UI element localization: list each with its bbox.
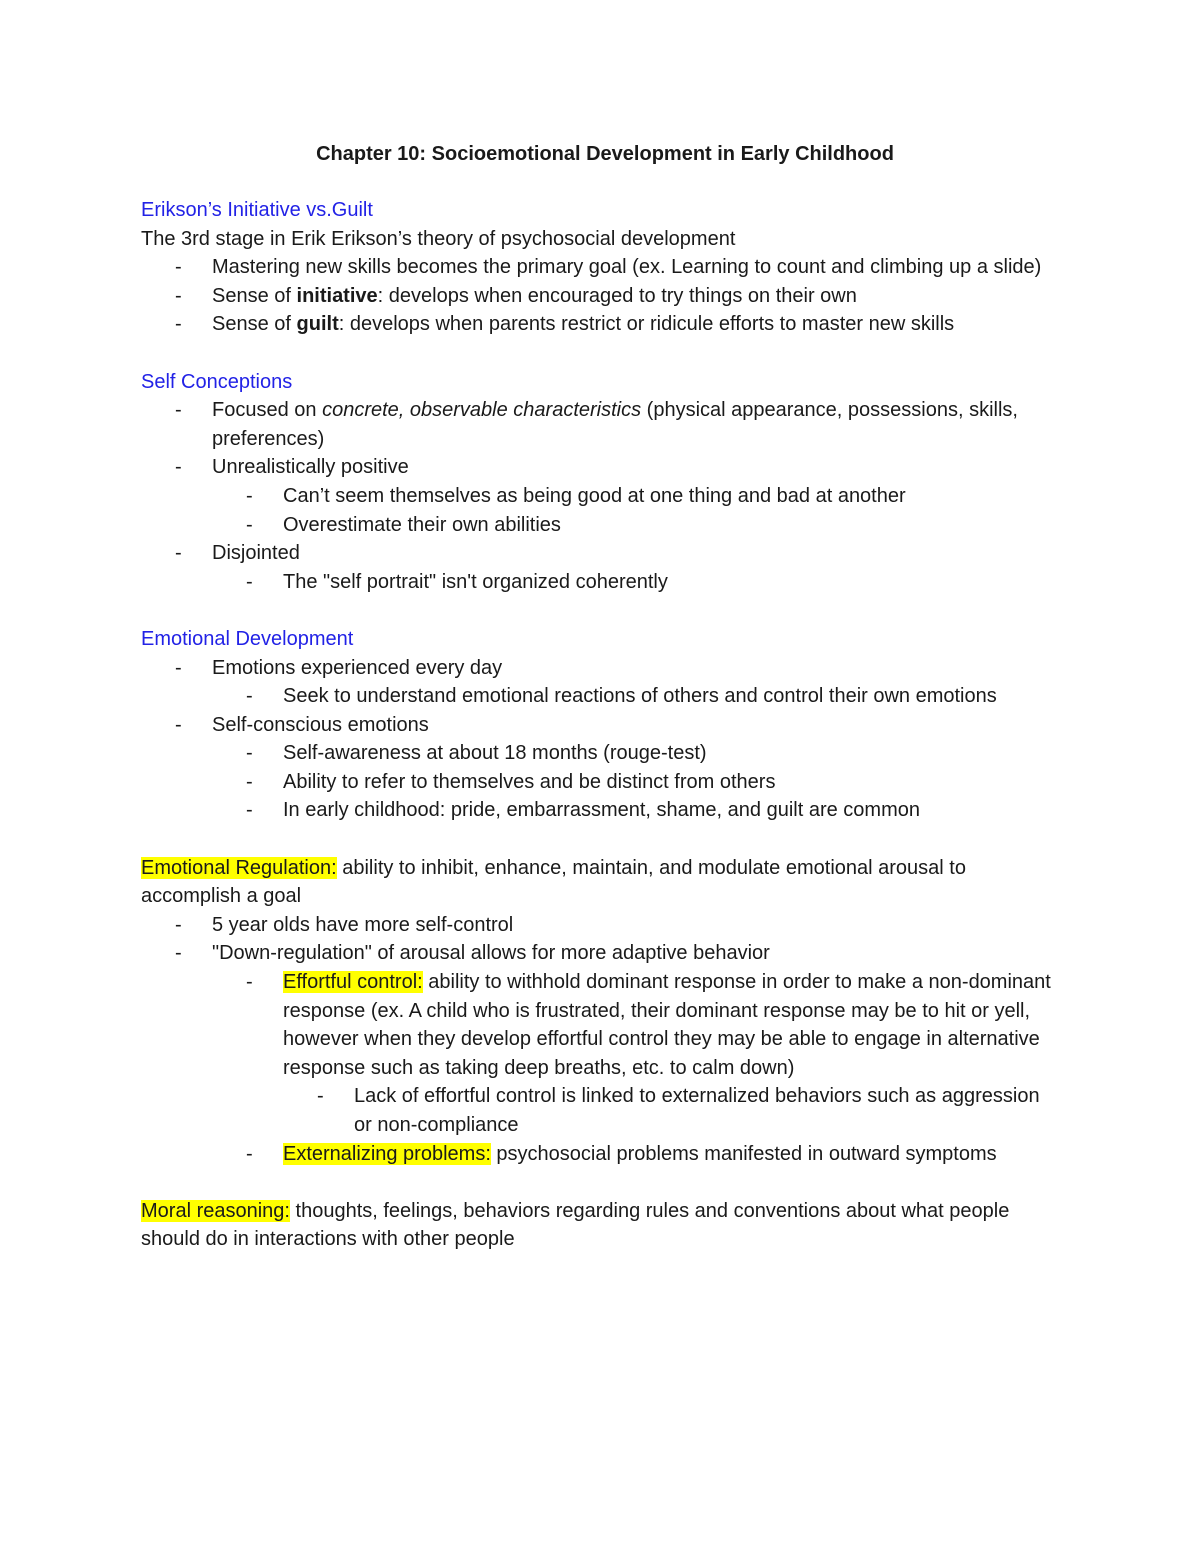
emotional-sub-2-2: Ability to refer to themselves and be distinct from others (283, 770, 776, 793)
self-conceptions-heading: Self Conceptions (141, 370, 293, 393)
self-bullet-1-post: (physical appearance, possessions, skills, preferences) (212, 399, 1018, 450)
regulation-list (141, 911, 1061, 1168)
moral-definition (141, 1197, 1061, 1254)
self-sublist-3 (212, 568, 1061, 597)
erikson-bullet-3-post: : develops when parents restrict or ridicule efforts to master new skills (338, 313, 955, 336)
regulation-bullet-2: "Down-regulation" of arousal allows for more adaptive behavior (212, 942, 770, 965)
list-item (212, 511, 1061, 540)
effortful-sub-1: Lack of effortful control is linked to externalized behaviors such as aggression or non-compliance (354, 1085, 1040, 1136)
self-sub-2-1: Can’t seem themselves as being good at one thing and bad at another (283, 484, 906, 507)
emotional-sub-2-3: In early childhood: pride, embarrassment, shame, and guilt are common (283, 799, 920, 822)
regulation-bullet-1: 5 year olds have more self-control (212, 913, 514, 936)
moral-text: thoughts, feelings, behaviors regarding rules and conventions about what people should do in interactions with other people (141, 1199, 1010, 1251)
spacer (141, 825, 1061, 854)
erikson-list (141, 253, 1061, 339)
self-bullet-2: Unrealistically positive (212, 456, 409, 479)
erikson-intro: The 3rd stage in Erik Erikson’s theory of psychosocial development (141, 227, 736, 250)
regulation-definition (141, 854, 1061, 911)
self-sub-3-1: The "self portrait" isn't organized coherently (283, 570, 668, 593)
page-title: Chapter 10: Socioemotional Development in Early Childhood (316, 143, 894, 165)
emotional-list (141, 654, 1061, 826)
list-item (141, 396, 1061, 453)
guilt-term: guilt (296, 313, 339, 336)
list-item (212, 739, 1061, 768)
emotional-sublist-1 (212, 682, 1061, 711)
list-item (141, 911, 1061, 940)
emotional-bullet-1: Emotions experienced every day (212, 656, 503, 679)
emotional-sublist-2 (212, 739, 1061, 825)
regulation-term: Emotional Regulation: (141, 856, 337, 879)
list-item (283, 1082, 1061, 1139)
externalizing-term: Externalizing problems: (283, 1142, 491, 1165)
list-item (141, 253, 1061, 282)
list-item (141, 282, 1061, 311)
list-item (141, 310, 1061, 339)
emotional-sub-2-1: Self-awareness at about 18 months (rouge-test) (283, 742, 707, 765)
list-item (141, 711, 1061, 825)
self-bullet-1-pre: Focused on (212, 399, 323, 422)
list-item (212, 568, 1061, 597)
emotional-sub-1-1: Seek to understand emotional reactions of others and control their own emotions (283, 685, 997, 708)
spacer (141, 1168, 1061, 1197)
self-sublist-2 (212, 482, 1061, 539)
erikson-bullet-2-pre: Sense of (212, 284, 297, 307)
effortful-control-term: Effortful control: (283, 971, 423, 994)
list-item (212, 768, 1061, 797)
self-bullet-1-italic: concrete, observable characteristics (322, 399, 642, 422)
list-item (141, 654, 1061, 711)
externalizing-text: psychosocial problems manifested in outward symptoms (490, 1142, 997, 1165)
list-item (141, 539, 1061, 596)
erikson-bullet-1: Mastering new skills becomes the primary goal (ex. Learning to count and climbing up a slide) (212, 256, 1042, 279)
erikson-heading: Erikson’s Initiative vs.Guilt (141, 199, 373, 221)
regulation-text: ability to inhibit, enhance, maintain, and modulate emotional arousal to accomplish a goal (141, 856, 966, 908)
list-item (212, 482, 1061, 511)
self-bullet-3: Disjointed (212, 542, 300, 565)
effortful-control-text: ability to withhold dominant response in order to make a non-dominant response (ex. A child who is frustrated, their dominant response may be to hit or yell, however when they develop effortful control they may be able to engage in alternative response such as taking deep breaths, etc. to calm down) (283, 971, 1051, 1079)
self-sub-2-2: Overestimate their own abilities (283, 513, 561, 536)
emotional-bullet-2: Self-conscious emotions (212, 713, 429, 736)
spacer (141, 596, 1061, 625)
self-list (141, 396, 1061, 596)
moral-term: Moral reasoning: (141, 1199, 290, 1222)
list-item (212, 796, 1061, 825)
document-page (141, 140, 1061, 1254)
list-item (212, 968, 1061, 1140)
list-item (141, 939, 1061, 1168)
spacer (141, 339, 1061, 368)
effortful-sublist (283, 1082, 1061, 1139)
list-item (141, 453, 1061, 539)
list-item (212, 682, 1061, 711)
list-item (212, 1140, 1061, 1169)
erikson-bullet-3-pre: Sense of (212, 313, 297, 336)
regulation-sublist (212, 968, 1061, 1168)
emotional-development-heading: Emotional Development (141, 627, 354, 650)
initiative-term: initiative (296, 284, 378, 307)
erikson-bullet-2-post: : develops when encouraged to try things on their own (377, 284, 857, 307)
